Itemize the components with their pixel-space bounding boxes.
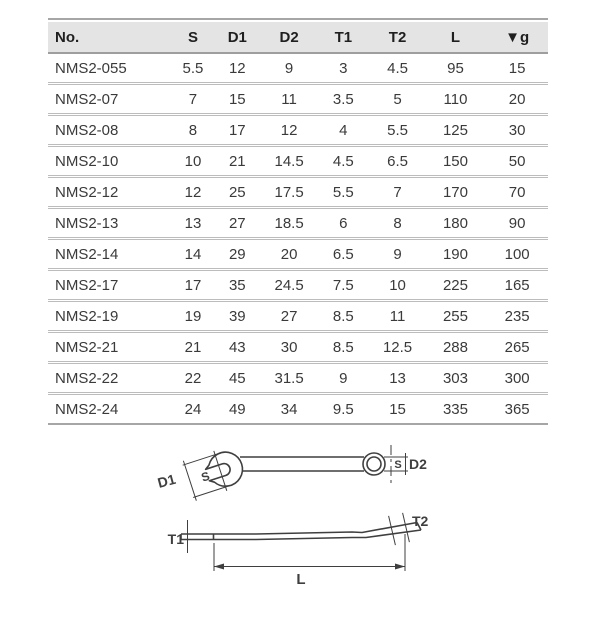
spec-value: 35: [228, 276, 246, 294]
spec-value: 14: [184, 245, 202, 263]
spec-value: 29: [228, 245, 246, 263]
model-number: NMS2-19: [55, 307, 119, 325]
spec-value: 5.5: [387, 121, 408, 139]
model-number: NMS2-17: [55, 276, 119, 294]
wrench-diagrams: [0, 431, 600, 599]
spec-value: 34: [280, 400, 298, 418]
table-row: [48, 239, 548, 270]
spec-value: 165: [504, 276, 530, 294]
spec-value: 15: [228, 90, 246, 108]
spec-value: 150: [442, 152, 468, 170]
t2-dimension-ticks: [389, 513, 410, 545]
spec-value: 11: [281, 90, 297, 108]
label-s-open: S: [199, 468, 212, 485]
spec-value: 27: [228, 214, 246, 232]
spec-value: 3: [339, 59, 348, 77]
model-number: NMS2-14: [55, 245, 119, 263]
spec-value: 39: [228, 307, 246, 325]
spec-value: 335: [442, 400, 468, 418]
spec-value: 4.5: [387, 59, 408, 77]
spec-value: 255: [442, 307, 468, 325]
spec-value: 100: [504, 245, 530, 263]
table-row: [48, 332, 548, 363]
spec-value: 7: [393, 183, 402, 201]
table-row: [48, 208, 548, 239]
model-number: NMS2-24: [55, 400, 119, 418]
table-body: [48, 53, 548, 424]
spec-value: 22: [184, 369, 202, 387]
table-row: [48, 53, 548, 84]
spec-value: 300: [504, 369, 530, 387]
spec-value: 225: [442, 276, 468, 294]
table-row: [48, 177, 548, 208]
spec-value: 265: [504, 338, 530, 356]
spec-value: 365: [504, 400, 530, 418]
table-row: [48, 146, 548, 177]
spec-value: 18.5: [274, 214, 304, 232]
spec-value: 27: [280, 307, 298, 325]
model-number: NMS2-08: [55, 121, 119, 139]
spec-value: 14.5: [274, 152, 304, 170]
column-header-6: L: [425, 22, 487, 53]
spec-table: [48, 22, 548, 425]
spec-value: 8: [188, 121, 198, 139]
spec-value: 13: [389, 369, 406, 387]
label-t2: T2: [412, 513, 429, 529]
spec-value: 13: [184, 214, 202, 232]
model-number: NMS2-055: [55, 59, 127, 77]
spec-value: 50: [508, 152, 526, 170]
spec-value: 6: [339, 214, 348, 232]
spec-value: 10: [389, 276, 406, 294]
spec-value: 11: [389, 307, 406, 325]
spec-value: 10: [184, 152, 202, 170]
wrench-drawing: [0, 431, 600, 599]
spec-value: 24.5: [274, 276, 304, 294]
table-row: [48, 394, 548, 425]
spec-value: 49: [228, 400, 246, 418]
spec-value: 6.5: [332, 245, 354, 263]
l-arrow-left: [214, 564, 224, 570]
spec-value: 15: [508, 59, 526, 77]
column-header-7: ▼g: [486, 22, 548, 53]
spec-value: 5: [393, 90, 402, 108]
spec-value: 25: [228, 183, 246, 201]
spec-value: 45: [228, 369, 246, 387]
spec-value: 4.5: [332, 152, 354, 170]
table-row: [48, 115, 548, 146]
table-row: [48, 363, 548, 394]
shank-top-view: [240, 457, 364, 471]
spec-value: 31.5: [274, 369, 304, 387]
spec-value: 180: [442, 214, 468, 232]
spec-value: 17.5: [274, 183, 304, 201]
column-header-5: T2: [370, 22, 424, 53]
spec-value: 9: [393, 245, 402, 263]
label-d1: D1: [155, 470, 178, 491]
table-row: [48, 270, 548, 301]
spec-value: 3.5: [332, 90, 354, 108]
spec-value: 9: [284, 59, 294, 77]
spec-value: 9: [339, 369, 348, 387]
spec-value: 9.5: [332, 400, 354, 418]
model-number: NMS2-07: [55, 90, 119, 108]
l-arrow-right: [395, 564, 405, 570]
spec-table-wrap: [48, 18, 548, 425]
model-number: NMS2-13: [55, 214, 119, 232]
spec-value: 95: [447, 59, 464, 77]
spec-value: 5.5: [182, 59, 204, 77]
spec-value: 70: [508, 183, 526, 201]
spec-value: 17: [228, 121, 246, 139]
ring-inner-circle: [367, 457, 381, 471]
label-l: L: [296, 571, 306, 588]
spec-value: 21: [184, 338, 202, 356]
model-number: NMS2-12: [55, 183, 119, 201]
label-d2: D2: [409, 456, 427, 472]
spec-value: 288: [442, 338, 468, 356]
spec-value: 303: [442, 369, 468, 387]
table-row: [48, 84, 548, 115]
spec-value: 43: [228, 338, 246, 356]
spec-value: 110: [443, 90, 468, 108]
side-profile: [181, 523, 421, 540]
model-number: NMS2-21: [55, 338, 119, 356]
spec-value: 8.5: [332, 338, 354, 356]
column-header-2: D1: [213, 22, 262, 53]
wrench-side-view: [168, 513, 429, 588]
spec-value: 7: [188, 90, 198, 108]
label-t1: T1: [167, 531, 184, 547]
spec-value: 30: [280, 338, 298, 356]
spec-value: 90: [508, 214, 526, 232]
column-header-4: T1: [316, 22, 370, 53]
spec-value: 12: [228, 59, 246, 77]
label-s-ring: S: [394, 459, 402, 471]
wrench-top-view: [156, 445, 427, 501]
spec-value: 6.5: [387, 152, 408, 170]
spec-value: 21: [228, 152, 246, 170]
spec-value: 190: [442, 245, 468, 263]
spec-value: 8.5: [332, 307, 354, 325]
table-header-row: [48, 22, 548, 53]
model-number: NMS2-10: [55, 152, 119, 170]
spec-value: 24: [184, 400, 202, 418]
spec-value: 12: [184, 183, 202, 201]
spec-value: 20: [508, 90, 526, 108]
spec-value: 30: [508, 121, 526, 139]
column-header-1: S: [173, 22, 212, 53]
model-number: NMS2-22: [55, 369, 119, 387]
spec-value: 8: [393, 214, 402, 232]
column-header-3: D2: [262, 22, 316, 53]
spec-value: 12: [280, 121, 298, 139]
spec-value: 125: [442, 121, 468, 139]
spec-value: 7.5: [332, 276, 354, 294]
spec-value: 4: [339, 121, 348, 139]
table-row: [48, 301, 548, 332]
spec-value: 5.5: [332, 183, 354, 201]
spec-value: 17: [184, 276, 202, 294]
spec-value: 170: [442, 183, 468, 201]
spec-value: 12.5: [382, 338, 413, 356]
column-header-0: No.: [48, 22, 173, 53]
spec-value: 235: [504, 307, 530, 325]
spec-value: 20: [280, 245, 298, 263]
spec-value: 15: [389, 400, 406, 418]
spec-value: 19: [184, 307, 202, 325]
